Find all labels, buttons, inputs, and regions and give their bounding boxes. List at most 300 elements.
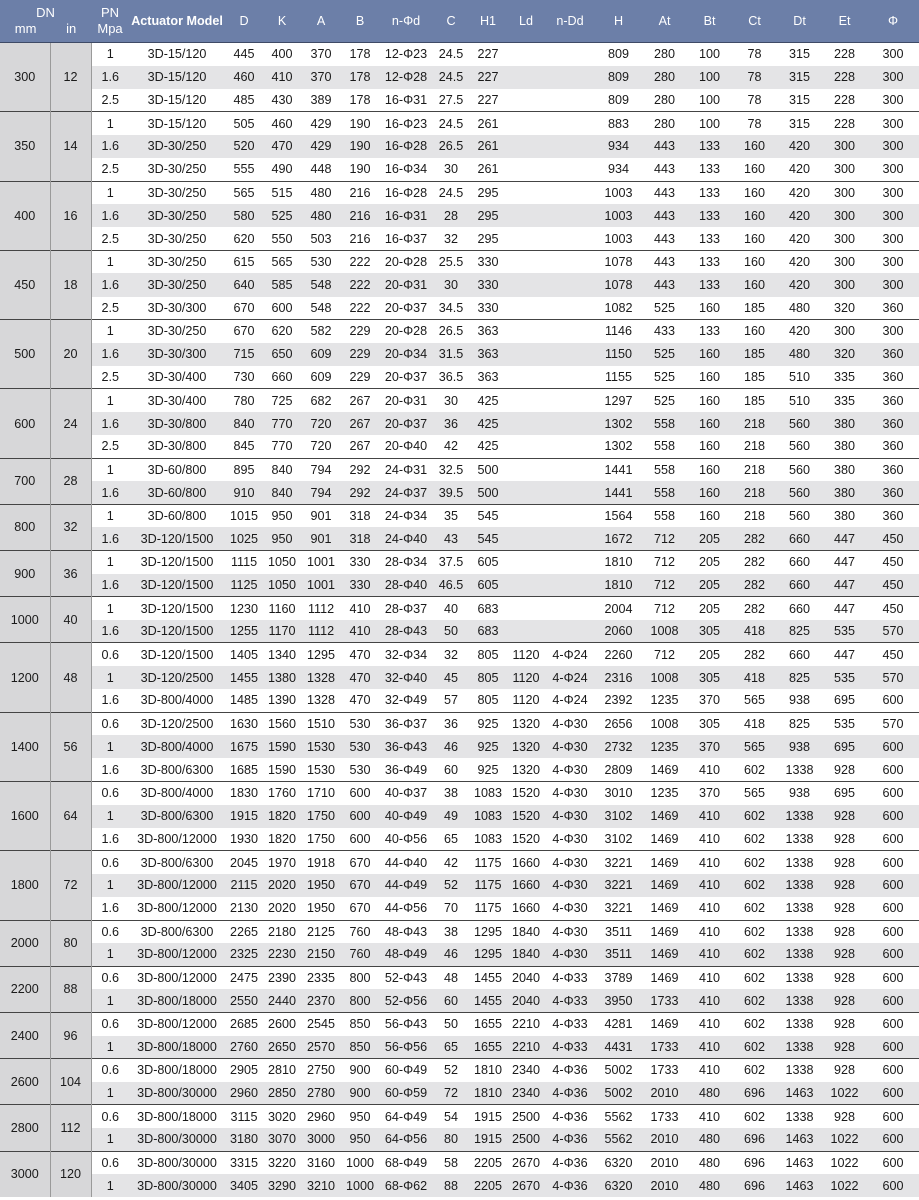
table-cell: 44-Φ40 [379,851,433,874]
table-cell: 40 [433,597,469,620]
dn-mm-cell: 2800 [0,1105,50,1151]
table-cell: 280 [642,66,687,89]
actuator-model-cell: 3D-800/30000 [129,1151,225,1174]
table-cell: 300 [867,181,919,204]
table-cell: 229 [341,320,379,343]
table-cell: 1469 [642,943,687,966]
table-cell: 28-Φ34 [379,551,433,574]
table-cell: 280 [642,43,687,66]
table-row [0,966,919,989]
table-cell: 2760 [225,1036,263,1059]
table-cell: 1455 [469,989,507,1012]
table-cell: 605 [469,551,507,574]
table-cell: 305 [687,666,732,689]
table-cell: 585 [263,273,301,296]
table-cell: 1003 [595,227,642,250]
actuator-model-cell: 3D-120/1500 [129,643,225,666]
column-header: Ct [732,0,777,43]
table-cell: 2685 [225,1012,263,1035]
table-cell: 3210 [301,1174,341,1197]
table-cell: 2205 [469,1151,507,1174]
table-cell: 600 [867,1059,919,1082]
table-cell: 160 [687,343,732,366]
table-cell: 410 [687,828,732,851]
table-cell: 40-Φ49 [379,805,433,828]
table-cell: 1560 [263,712,301,735]
table-cell: 600 [867,805,919,828]
pn-cell: 2.5 [91,227,129,250]
table-cell: 725 [263,389,301,412]
table-cell: 178 [341,43,379,66]
table-cell: 938 [777,735,822,758]
actuator-model-cell: 3D-15/120 [129,89,225,112]
table-cell: 2370 [301,989,341,1012]
table-row [0,435,919,458]
table-cell: 218 [732,412,777,435]
table-cell: 300 [822,158,867,181]
table-cell: 5002 [595,1082,642,1105]
table-cell [507,181,545,204]
table-cell: 20-Φ37 [379,366,433,389]
table-cell [545,458,595,481]
table-cell [545,620,595,643]
table-cell: 825 [777,666,822,689]
table-cell: 535 [822,620,867,643]
pn-cell: 1.6 [91,204,129,227]
dn-in-cell: 104 [50,1059,91,1105]
dn-mm-cell: 2600 [0,1059,50,1105]
table-cell: 36.5 [433,366,469,389]
table-row [0,989,919,1012]
table-row [0,273,919,296]
table-cell: 470 [263,135,301,158]
table-cell: 470 [341,666,379,689]
table-cell: 420 [777,158,822,181]
table-cell [507,297,545,320]
table-cell: 515 [263,181,301,204]
table-cell: 1820 [263,828,301,851]
table-cell: 228 [822,43,867,66]
table-cell: 1510 [301,712,341,735]
table-cell: 24.5 [433,43,469,66]
table-cell: 1520 [507,828,545,851]
table-cell: 938 [777,689,822,712]
pn-cell: 2.5 [91,366,129,389]
table-cell: 505 [225,112,263,135]
table-cell: 2010 [642,1128,687,1151]
pn-cell: 1 [91,389,129,412]
actuator-model-cell: 3D-120/2500 [129,666,225,689]
header-row [0,0,919,43]
table-cell: 450 [867,643,919,666]
table-cell: 660 [777,643,822,666]
table-cell: 928 [822,1012,867,1035]
table-row [0,689,919,712]
table-cell: 300 [867,112,919,135]
table-cell: 5562 [595,1128,642,1151]
table-cell: 1469 [642,1012,687,1035]
table-cell [545,227,595,250]
table-cell: 52-Φ43 [379,966,433,989]
table-cell: 36 [433,412,469,435]
table-cell: 44-Φ56 [379,897,433,920]
table-cell: 600 [867,897,919,920]
table-cell: 160 [687,297,732,320]
table-cell: 1112 [301,597,341,620]
table-row [0,1012,919,1035]
table-cell: 1297 [595,389,642,412]
table-cell: 1175 [469,851,507,874]
dn-in-cell: 16 [50,181,91,250]
table-cell: 46.5 [433,574,469,597]
table-cell: 602 [732,1105,777,1128]
table-cell: 448 [301,158,341,181]
pn-cell: 0.6 [91,1151,129,1174]
table-row [0,1128,919,1151]
table-cell: 20-Φ37 [379,412,433,435]
table-cell: 600 [867,943,919,966]
actuator-model-cell: 3D-30/250 [129,320,225,343]
table-cell: 1463 [777,1128,822,1151]
pn-cell: 1.6 [91,412,129,435]
table-row [0,66,919,89]
table-cell: 228 [822,66,867,89]
table-cell: 450 [867,551,919,574]
table-cell: 565 [732,689,777,712]
pn-cell: 1 [91,1082,129,1105]
table-cell: 809 [595,66,642,89]
table-cell: 429 [301,135,341,158]
table-cell: 1655 [469,1012,507,1035]
pn-title: PN [100,5,120,20]
actuator-model-cell: 3D-800/12000 [129,943,225,966]
table-cell: 222 [341,273,379,296]
table-cell: 360 [867,458,919,481]
table-cell: 1001 [301,574,341,597]
actuator-model-cell: 3D-15/120 [129,43,225,66]
dn-mm-cell: 600 [0,389,50,458]
table-cell [545,412,595,435]
table-cell [507,227,545,250]
table-cell: 545 [469,527,507,550]
table-cell: 4-Φ36 [545,1082,595,1105]
table-cell: 31.5 [433,343,469,366]
table-cell: 730 [225,366,263,389]
table-cell: 420 [777,135,822,158]
table-cell: 2440 [263,989,301,1012]
table-cell: 20-Φ28 [379,320,433,343]
table-cell: 600 [867,1174,919,1197]
table-cell: 1235 [642,735,687,758]
table-cell: 418 [732,620,777,643]
table-cell: 45 [433,666,469,689]
table-cell: 901 [301,504,341,527]
table-cell: 205 [687,551,732,574]
table-cell: 660 [777,527,822,550]
table-cell: 40-Φ56 [379,828,433,851]
table-row [0,1174,919,1197]
pn-cell: 1.6 [91,66,129,89]
table-cell: 1469 [642,897,687,920]
table-cell: 190 [341,158,379,181]
table-cell: 720 [301,435,341,458]
table-cell: 447 [822,527,867,550]
table-cell: 609 [301,366,341,389]
table-cell: 605 [469,574,507,597]
table-row [0,112,919,135]
table-cell: 447 [822,643,867,666]
table-cell: 1328 [301,666,341,689]
pn-cell: 1 [91,250,129,273]
table-cell: 910 [225,481,263,504]
table-cell: 24.5 [433,66,469,89]
table-cell: 1915 [469,1105,507,1128]
table-cell: 133 [687,181,732,204]
table-cell: 530 [301,250,341,273]
dn-mm-cell: 2000 [0,920,50,966]
table-cell: 2010 [642,1151,687,1174]
pn-cell: 1 [91,666,129,689]
table-row [0,204,919,227]
table-cell: 410 [687,1059,732,1082]
actuator-model-cell: 3D-800/6300 [129,920,225,943]
table-cell: 780 [225,389,263,412]
table-cell: 1115 [225,551,263,574]
table-cell: 760 [341,943,379,966]
table-cell: 64-Φ56 [379,1128,433,1151]
table-cell: 602 [732,989,777,1012]
table-cell: 1022 [822,1151,867,1174]
table-cell: 3221 [595,874,642,897]
table-cell: 560 [777,504,822,527]
table-cell: 1380 [263,666,301,689]
table-cell: 3160 [301,1151,341,1174]
table-cell: 558 [642,504,687,527]
table-cell: 1083 [469,805,507,828]
table-cell [545,66,595,89]
dn-in-cell: 48 [50,643,91,712]
table-row [0,874,919,897]
table-cell: 267 [341,389,379,412]
table-cell: 2732 [595,735,642,758]
table-cell: 32.5 [433,458,469,481]
table-cell: 410 [687,989,732,1012]
table-cell: 2125 [301,920,341,943]
table-cell: 4-Φ24 [545,666,595,689]
table-cell: 1970 [263,851,301,874]
table-cell: 300 [822,273,867,296]
dn-mm-cell: 700 [0,458,50,504]
table-cell: 928 [822,943,867,966]
table-cell: 4-Φ33 [545,1012,595,1035]
table-cell: 57 [433,689,469,712]
table-cell: 2020 [263,897,301,920]
table-cell: 56-Φ56 [379,1036,433,1059]
table-cell: 1022 [822,1128,867,1151]
table-cell: 4-Φ36 [545,1105,595,1128]
table-cell: 3511 [595,920,642,943]
table-cell: 600 [341,828,379,851]
table-row [0,851,919,874]
table-cell: 560 [777,458,822,481]
dn-in-cell: 20 [50,320,91,389]
table-cell: 3221 [595,851,642,874]
dn-mm-cell: 500 [0,320,50,389]
table-cell: 410 [687,874,732,897]
table-cell: 928 [822,897,867,920]
actuator-model-cell: 3D-120/1500 [129,527,225,550]
table-cell: 480 [687,1151,732,1174]
table-cell: 1338 [777,989,822,1012]
dn-mm-cell: 400 [0,181,50,250]
table-cell: 360 [867,435,919,458]
table-cell: 2392 [595,689,642,712]
table-cell: 330 [341,574,379,597]
table-cell [545,343,595,366]
dn-header [0,0,91,43]
table-cell: 934 [595,135,642,158]
table-cell: 320 [822,297,867,320]
table-cell: 670 [341,897,379,920]
table-cell: 560 [777,481,822,504]
table-cell: 602 [732,874,777,897]
table-row [0,1105,919,1128]
table-cell: 218 [732,504,777,527]
table-cell [545,435,595,458]
actuator-model-cell: 3D-800/30000 [129,1174,225,1197]
table-cell: 4-Φ30 [545,712,595,735]
table-body [0,43,919,1198]
table-cell: 600 [341,782,379,805]
table-cell: 1025 [225,527,263,550]
pn-cell: 1 [91,989,129,1012]
table-cell: 1469 [642,805,687,828]
table-cell: 1463 [777,1151,822,1174]
table-cell: 20-Φ37 [379,297,433,320]
actuator-model-cell: 3D-800/12000 [129,897,225,920]
table-cell: 1155 [595,366,642,389]
table-row [0,158,919,181]
table-cell: 78 [732,43,777,66]
table-cell: 825 [777,712,822,735]
table-cell: 1810 [595,551,642,574]
table-cell: 558 [642,435,687,458]
actuator-model-cell: 3D-800/30000 [129,1128,225,1151]
table-cell: 1520 [507,805,545,828]
table-cell: 600 [263,297,301,320]
table-cell: 794 [301,481,341,504]
table-cell: 363 [469,320,507,343]
actuator-model-cell: 3D-800/6300 [129,758,225,781]
table-cell: 160 [687,435,732,458]
table-cell: 565 [225,181,263,204]
table-cell: 850 [341,1036,379,1059]
table-cell: 380 [822,481,867,504]
table-cell: 44-Φ49 [379,874,433,897]
table-cell: 1820 [263,805,301,828]
table-cell: 1930 [225,828,263,851]
table-cell: 883 [595,112,642,135]
dn-mm-cell: 350 [0,112,50,181]
table-row [0,735,919,758]
table-cell: 480 [687,1174,732,1197]
table-cell: 1950 [301,897,341,920]
table-cell: 300 [822,135,867,158]
table-cell: 1685 [225,758,263,781]
table-cell: 50 [433,1012,469,1035]
pn-cell: 1.6 [91,343,129,366]
table-cell: 558 [642,412,687,435]
table-cell: 227 [469,66,507,89]
dn-in-cell: 14 [50,112,91,181]
table-cell: 901 [301,527,341,550]
table-cell: 1050 [263,551,301,574]
table-row [0,1036,919,1059]
pn-cell: 2.5 [91,297,129,320]
dn-mm-cell: 800 [0,504,50,550]
pn-cell: 1 [91,504,129,527]
table-cell: 558 [642,481,687,504]
pn-cell: 0.6 [91,712,129,735]
table-cell: 2600 [263,1012,301,1035]
table-cell: 3511 [595,943,642,966]
table-cell: 280 [642,89,687,112]
pn-cell: 1 [91,112,129,135]
table-cell: 46 [433,735,469,758]
table-cell: 1915 [469,1128,507,1151]
actuator-model-cell: 3D-800/4000 [129,782,225,805]
table-cell [545,597,595,620]
table-cell: 65 [433,828,469,851]
pn-cell: 0.6 [91,1105,129,1128]
pn-cell: 1.6 [91,758,129,781]
table-cell: 4-Φ36 [545,1128,595,1151]
table-row [0,412,919,435]
table-cell: 5562 [595,1105,642,1128]
table-cell: 1295 [469,943,507,966]
table-cell: 1338 [777,851,822,874]
table-cell: 2570 [301,1036,341,1059]
table-cell: 300 [867,273,919,296]
table-cell: 850 [341,1012,379,1035]
pn-cell: 0.6 [91,1059,129,1082]
table-cell: 4-Φ36 [545,1174,595,1197]
table-cell: 2850 [263,1082,301,1105]
table-cell: 1175 [469,897,507,920]
table-cell: 696 [732,1151,777,1174]
table-cell: 2230 [263,943,301,966]
table-cell: 447 [822,597,867,620]
table-cell: 52 [433,1059,469,1082]
pn-cell: 0.6 [91,643,129,666]
table-cell: 1320 [507,735,545,758]
table-cell: 1840 [507,943,545,966]
table-cell: 60-Φ49 [379,1059,433,1082]
pn-cell: 1.6 [91,527,129,550]
table-cell: 160 [687,481,732,504]
table-cell: 1320 [507,758,545,781]
actuator-model-cell: 3D-800/18000 [129,1105,225,1128]
table-cell: 48-Φ49 [379,943,433,966]
table-row [0,389,919,412]
table-cell: 400 [263,43,301,66]
table-cell: 380 [822,435,867,458]
table-cell: 160 [732,181,777,204]
table-cell: 1338 [777,828,822,851]
table-cell: 295 [469,204,507,227]
table-cell: 52-Φ56 [379,989,433,1012]
dn-in-cell: 96 [50,1012,91,1058]
